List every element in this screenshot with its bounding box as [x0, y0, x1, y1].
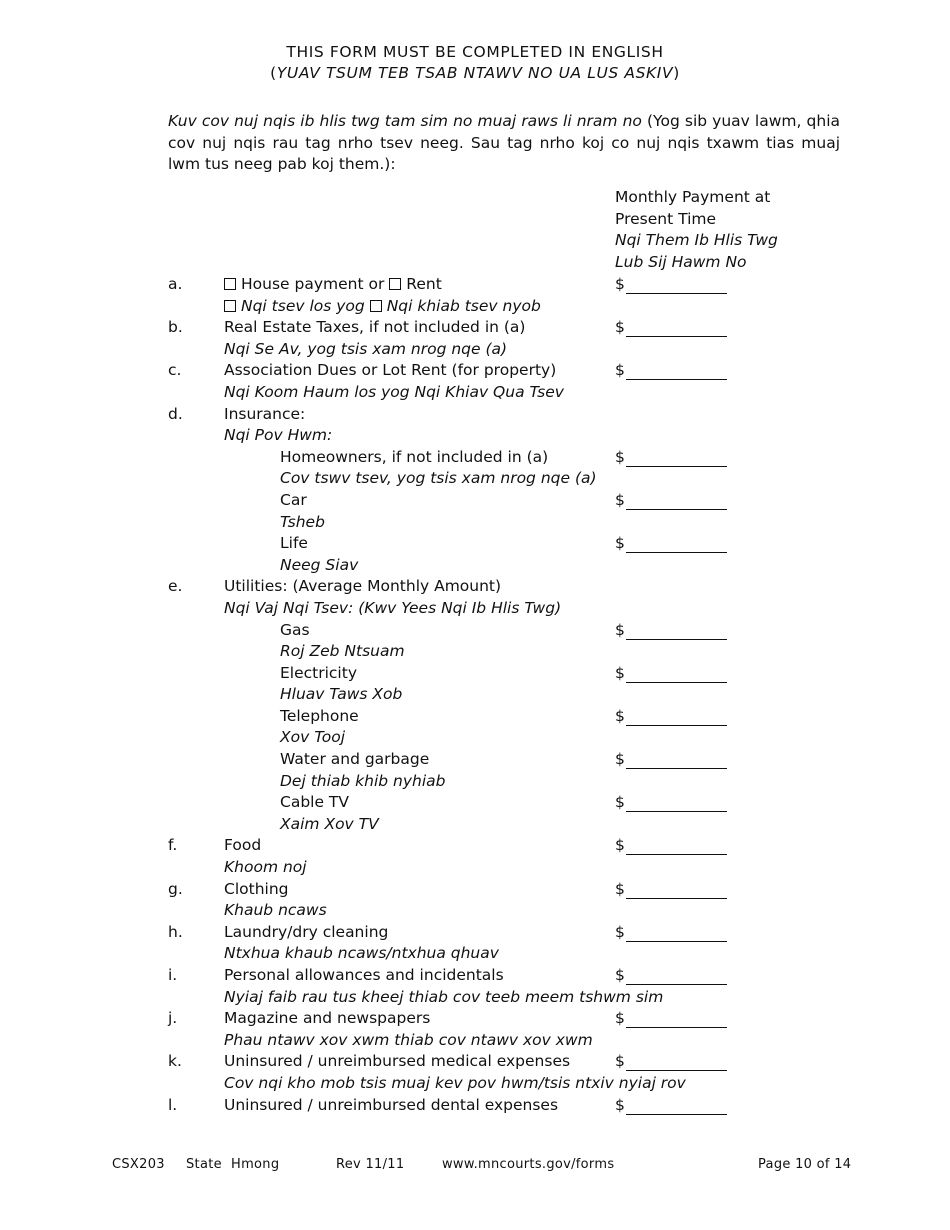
amount-blank-line: [626, 984, 727, 985]
item-label-hmong: Neeg Siav: [280, 555, 359, 574]
amount-blank-line: [626, 639, 727, 640]
colhead-line1: Monthly Payment at: [615, 188, 771, 206]
expense-row-utilities: [0, 576, 950, 598]
rent-hmong-label: Nqi khiab tsev nyob: [386, 296, 541, 315]
house-payment-hmong-checkbox[interactable]: [224, 300, 236, 312]
item-label-hmong: Phau ntawv xov xwm thiab cov ntawv xov xwm: [224, 1030, 593, 1049]
housing-options-hmong: [224, 296, 541, 318]
item-label-hmong: Nqi Vaj Nqi Tsev: (Kwv Yees Nqi Ib Hlis Twg): [224, 598, 562, 617]
amount-blank-line: [626, 682, 727, 683]
form-header: [0, 42, 950, 84]
item-letter: k.: [168, 1052, 182, 1071]
item-label: Electricity: [280, 663, 357, 682]
expense-row-housing: [0, 274, 950, 296]
expense-row-telephone: [0, 706, 950, 728]
footer-language: Hmong: [231, 1157, 280, 1172]
dollar-sign: $: [615, 706, 625, 725]
item-letter: d.: [168, 404, 183, 423]
house-payment-label: House payment or: [241, 275, 385, 293]
intro-rest: (Yog sib yuav lawm, qhia cov nuj nqis rau tag nrho tsev neeg. Sau tag nrho koj co nuj nqis txawm tias muaj lwm tus neeg pab koj them.):: [168, 112, 840, 173]
expense-row-gas-hmong: [0, 641, 950, 663]
item-label-hmong: Khaub ncaws: [224, 901, 327, 920]
expense-row-laundry: [0, 922, 950, 944]
item-label: Telephone: [280, 706, 359, 725]
item-letter: j.: [168, 1009, 178, 1028]
item-label: Uninsured / unreimbursed medical expenses: [224, 1052, 571, 1071]
dollar-sign: $: [615, 1052, 625, 1071]
item-label-hmong: Dej thiab khib nyhiab: [280, 771, 446, 790]
item-label-hmong: Nqi Koom Haum los yog Nqi Khiav Qua Tsev: [224, 382, 564, 401]
expense-row-real-estate-taxes-hmong: [0, 339, 950, 361]
amount-blank-line: [626, 898, 727, 899]
dollar-sign: $: [615, 922, 625, 941]
item-label: Life: [280, 534, 308, 553]
expense-row-cable-tv: [0, 792, 950, 814]
footer-url[interactable]: www.mncourts.gov/forms: [442, 1157, 615, 1172]
expense-row-food-hmong: [0, 857, 950, 879]
rent-hmong-checkbox[interactable]: [370, 300, 382, 312]
item-label: Uninsured / unreimbursed dental expenses: [224, 1095, 559, 1114]
amount-blank-line: [626, 466, 727, 467]
expense-row-insurance: [0, 404, 950, 426]
dollar-sign: $: [615, 447, 625, 466]
amount-blank-line: [626, 941, 727, 942]
footer-page-number: Page 10 of 14: [758, 1157, 852, 1172]
footer-form-id: CSX203: [112, 1157, 165, 1172]
dollar-sign: $: [615, 490, 625, 509]
item-label: Food: [224, 836, 262, 855]
dollar-sign: $: [615, 318, 625, 337]
item-letter: e.: [168, 577, 183, 596]
item-label: Association Dues or Lot Rent (for property): [224, 361, 557, 380]
house-payment-hmong-label: Nqi tsev los yog: [241, 296, 365, 315]
expense-row-car-insurance-hmong: [0, 512, 950, 534]
expense-row-insurance-hmong: [0, 425, 950, 447]
expense-row-homeowners-insurance: [0, 447, 950, 469]
expense-row-utilities-hmong: [0, 598, 950, 620]
item-label-hmong: Xaim Xov TV: [280, 814, 379, 833]
item-letter: i.: [168, 966, 178, 984]
item-label-hmong: Khoom noj: [224, 858, 307, 877]
expense-row-food: [0, 835, 950, 857]
item-label: Gas: [280, 620, 310, 639]
colhead-line3: Nqi Them Ib Hlis Twg: [615, 231, 778, 249]
colhead-line4: Lub Sij Hawm No: [615, 252, 747, 271]
header-hmong-notice: [0, 63, 950, 84]
expense-row-housing-hmong: [0, 296, 950, 318]
amount-blank-line: [626, 1027, 727, 1028]
item-letter: h.: [168, 922, 183, 941]
expense-row-electricity: [0, 663, 950, 685]
expense-row-magazines-hmong: [0, 1030, 950, 1052]
expense-row-car-insurance: [0, 490, 950, 512]
expense-row-dental: [0, 1095, 950, 1117]
rent-label: Rent: [406, 275, 442, 293]
intro-italic: Kuv cov nuj nqis ib hlis twg tam sim no muaj raws li nram no: [168, 112, 642, 130]
item-label: Real Estate Taxes, if not included in (a): [224, 318, 526, 337]
expense-row-real-estate-taxes: [0, 317, 950, 339]
expense-row-electricity-hmong: [0, 684, 950, 706]
item-letter: l.: [168, 1095, 178, 1114]
expense-row-clothing-hmong: [0, 900, 950, 922]
housing-options: [224, 274, 442, 296]
item-label-hmong: Nyiaj faib rau tus kheej thiab cov teeb meem tshwm sim: [224, 987, 664, 1006]
dollar-sign: $: [615, 1009, 625, 1028]
item-label-hmong: Tsheb: [280, 512, 325, 531]
dollar-sign: $: [615, 793, 625, 812]
item-label: Magazine and newspapers: [224, 1009, 431, 1028]
amount-blank-line: [626, 768, 727, 769]
item-label: Water and garbage: [280, 750, 430, 769]
dollar-sign: $: [615, 879, 625, 898]
expense-row-association-dues-hmong: [0, 382, 950, 404]
amount-blank-line: [626, 1070, 727, 1071]
item-label-hmong: Cov tswv tsev, yog tsis xam nrog nqe (a): [280, 469, 597, 488]
expense-row-magazines: [0, 1008, 950, 1030]
dollar-sign: $: [615, 1095, 625, 1114]
item-label-hmong: Nqi Se Av, yog tsis xam nrog nqe (a): [224, 339, 508, 358]
amount-blank-line: [626, 293, 727, 294]
item-label: Homeowners, if not included in (a): [280, 447, 549, 466]
expense-row-water-garbage: [0, 749, 950, 771]
item-letter: b.: [168, 318, 183, 337]
expense-row-water-garbage-hmong: [0, 771, 950, 793]
header-english-notice: THIS FORM MUST BE COMPLETED IN ENGLISH: [286, 43, 664, 61]
amount-blank-line: [626, 725, 727, 726]
expense-row-homeowners-insurance-hmong: [0, 468, 950, 490]
expense-row-clothing: [0, 879, 950, 901]
item-letter: c.: [168, 361, 182, 380]
dollar-sign: $: [615, 275, 625, 293]
footer-revision: Rev 11/11: [336, 1157, 405, 1172]
amount-blank-line: [626, 509, 727, 510]
item-label: Utilities: (Average Monthly Amount): [224, 577, 502, 596]
item-label-hmong: Xov Tooj: [280, 728, 346, 747]
item-label-hmong: Nqi Pov Hwm:: [224, 426, 333, 445]
item-label-hmong: Cov nqi kho mob tsis muaj kev pov hwm/tsis ntxiv nyiaj rov: [224, 1073, 686, 1092]
amount-blank-line: [626, 811, 727, 812]
colhead-line2: Present Time: [615, 209, 717, 228]
amount-column-header: [615, 187, 778, 273]
dollar-sign: $: [615, 750, 625, 769]
rent-checkbox[interactable]: [389, 278, 401, 290]
dollar-sign: $: [615, 534, 625, 553]
footer-state: State: [186, 1157, 222, 1172]
expense-row-association-dues: [0, 360, 950, 382]
expense-row-telephone-hmong: [0, 727, 950, 749]
dollar-sign: $: [615, 620, 625, 639]
expense-row-gas: [0, 620, 950, 642]
amount-blank-line: [626, 336, 727, 337]
dollar-sign: $: [615, 966, 625, 984]
expense-row-medical-hmong: [0, 1073, 950, 1095]
item-letter: f.: [168, 836, 178, 855]
expense-row-personal-allowances-hmong: [0, 987, 950, 1009]
amount-blank-line: [626, 1114, 727, 1115]
item-label: Personal allowances and incidentals: [224, 966, 504, 984]
item-letter: g.: [168, 879, 183, 898]
item-label-hmong: Roj Zeb Ntsuam: [280, 642, 405, 661]
dollar-sign: $: [615, 361, 625, 380]
expense-row-life-insurance: [0, 533, 950, 555]
house-payment-checkbox[interactable]: [224, 278, 236, 290]
expense-row-personal-allowances: [0, 965, 950, 987]
amount-blank-line: [626, 379, 727, 380]
amount-blank-line: [626, 854, 727, 855]
amount-blank-line: [626, 552, 727, 553]
item-label: Car: [280, 490, 307, 509]
close-paren: ): [673, 64, 680, 82]
open-paren: (: [270, 64, 277, 82]
item-label: Insurance:: [224, 404, 306, 423]
expense-row-cable-tv-hmong: [0, 814, 950, 836]
item-label: Clothing: [224, 879, 289, 898]
expense-row-laundry-hmong: [0, 943, 950, 965]
item-label: Laundry/dry cleaning: [224, 922, 389, 941]
item-label: Cable TV: [280, 793, 350, 812]
expense-row-medical: [0, 1051, 950, 1073]
intro-paragraph: [168, 111, 840, 176]
item-letter: a.: [168, 275, 183, 293]
item-label-hmong: Ntxhua khaub ncaws/ntxhua qhuav: [224, 944, 499, 963]
dollar-sign: $: [615, 663, 625, 682]
expense-list: [0, 274, 950, 1116]
dollar-sign: $: [615, 836, 625, 855]
header-hmong-text: YUAV TSUM TEB TSAB NTAWV NO UA LUS ASKIV: [276, 64, 674, 82]
item-label-hmong: Hluav Taws Xob: [280, 685, 403, 704]
expense-row-life-insurance-hmong: [0, 555, 950, 577]
